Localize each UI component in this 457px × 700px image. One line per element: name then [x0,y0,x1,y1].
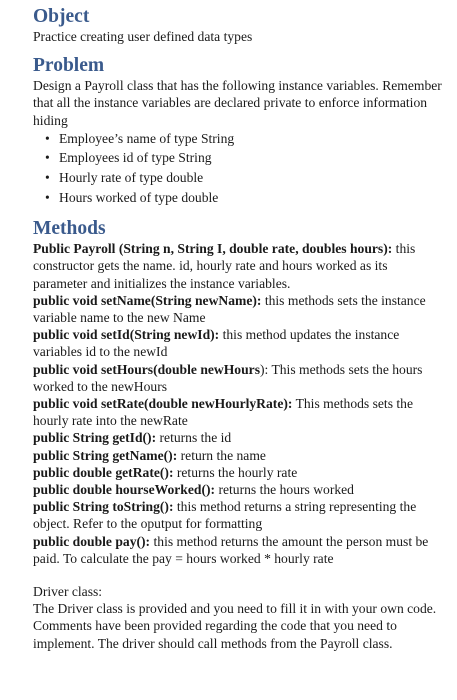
method-signature: public void setHours(double newHours [33,361,260,377]
method-entry [33,481,445,498]
instance-variable-list [33,129,445,207]
method-entry [33,240,445,292]
bullet-icon: • [45,130,50,146]
list-item [45,188,445,208]
method-signature: public void setName(String newName): [33,292,262,308]
method-entry [33,292,445,326]
method-signature: public String getName(): [33,447,178,463]
method-signature: public String getId(): [33,430,157,446]
method-description: returns the id [156,430,232,446]
method-entry [33,326,445,360]
method-entry [33,533,445,567]
method-description: this method updates the instance variables id to the newId [33,327,400,360]
objective-text: Practice creating user defined data types [33,29,253,44]
assignment-document [33,6,445,652]
method-entry [33,464,445,481]
method-entry [33,395,445,429]
driver-text: The Driver class is provided and you need to fill it in with your own code. Comments have been provided regarding the code that you need to implement. The driver should call methods from the Payroll class. [33,601,437,651]
method-description: This methods sets the hourly rate into the newRate [33,396,413,429]
driver-section [33,583,445,652]
method-signature: public void setRate(double newHourlyRate): [33,396,293,412]
method-description: return the name [177,447,266,463]
objective-heading: Object [33,6,90,27]
method-description: returns the hourly rate [173,464,298,480]
method-signature: public void setId(String newId): [33,327,220,343]
method-signature: public double hourseWorked(): [33,482,216,498]
methods-section [33,218,445,567]
method-signature: public double pay(): [33,533,151,549]
method-description: returns the hours worked [215,482,354,498]
method-entry [33,361,445,395]
bullet-icon: • [45,189,50,205]
list-item-text: Hourly rate of type double [59,170,204,185]
driver-title: Driver class: [33,584,103,600]
list-item-text: Employee’s name of type String [59,130,235,146]
problem-heading: Problem [33,55,105,77]
list-item-text: Hours worked of type double [59,189,219,205]
method-description: this method returns a string representing the object. Refer to the oputput for formatting [33,499,417,532]
method-entry [33,429,445,446]
method-signature: public String toString(): [33,499,174,515]
problem-section [33,55,445,207]
objective-section [33,6,445,45]
method-signature: public double getRate(): [33,464,174,480]
methods-heading: Methods [33,218,106,240]
method-description: this methods sets the instance variable name to the new Name [33,292,426,325]
bullet-icon: • [45,150,50,166]
bullet-icon: • [45,170,50,185]
method-signature: Public Payroll (String n, String I, double rate, doubles hours): [33,241,393,257]
method-entry [33,447,445,464]
list-item-text: Employees id of type String [59,150,212,166]
list-item [45,168,445,188]
method-description: this method returns the amount the person must be paid. To calculate the pay = hours worked * hourly rate [33,533,429,566]
method-description: this constructor gets the name. id, hourly rate and hours worked as its parameter and initializes the instance variables. [33,241,416,291]
list-item [45,129,445,149]
method-description: ): This methods sets the hours worked to the newHours [33,361,423,394]
list-item [45,148,445,168]
method-entry [33,498,445,532]
problem-text: Design a Payroll class that has the following instance variables. Remember that all the instance variables are declared private to enforce information hiding [33,78,442,128]
